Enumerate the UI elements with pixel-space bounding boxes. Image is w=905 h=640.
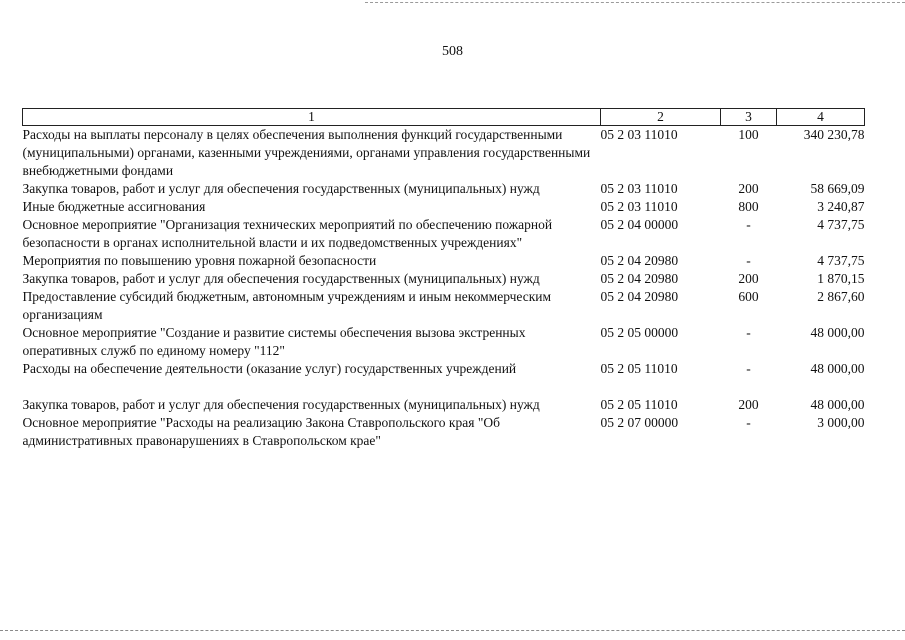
- bottom-scan-rule: [0, 630, 905, 631]
- row-name: Мероприятия по повышению уровня пожарной безопасности: [22, 253, 377, 268]
- table-row: [23, 252, 865, 270]
- row-name: Основное мероприятие "Создание и развитие системы обеспечения вызова экстренных оперативных служб по единому номеру "112": [22, 325, 526, 358]
- row-name: Закупка товаров, работ и услуг для обеспечения государственных (муниципальных) нужд: [22, 397, 540, 412]
- table-row: [23, 126, 865, 181]
- page-number: 508: [442, 44, 463, 59]
- table-row: [23, 216, 865, 252]
- row-amount: 48 000,00: [810, 397, 865, 412]
- row-expense-type: 800: [738, 199, 759, 214]
- row-name: Закупка товаров, работ и услуг для обеспечения государственных (муниципальных) нужд: [22, 271, 540, 286]
- row-expense-type: -: [746, 217, 751, 232]
- row-amount: 58 669,09: [810, 181, 865, 196]
- row-code: 05 2 03 11010: [600, 199, 678, 214]
- table-row: [23, 288, 865, 324]
- table-row: [23, 180, 865, 198]
- row-name: Основное мероприятие "Расходы на реализацию Закона Ставропольского края "Об административных правонарушениях в Ставропольском крае": [22, 415, 500, 448]
- row-code: 05 2 05 11010: [600, 361, 678, 376]
- row-code: 05 2 04 00000: [600, 217, 679, 232]
- row-expense-type: 600: [738, 289, 759, 304]
- row-code: 05 2 03 11010: [600, 181, 678, 196]
- row-name: Расходы на выплаты персоналу в целях обеспечения выполнения функций государственными (муниципальными) органами, казенными учреждениями, органами управления государственными внебюджетными фондами: [22, 127, 591, 178]
- table-row: [23, 198, 865, 216]
- row-expense-type: -: [746, 361, 751, 376]
- row-amount: 4 737,75: [817, 253, 865, 268]
- row-code: 05 2 04 20980: [600, 271, 679, 286]
- row-amount: 48 000,00: [810, 325, 865, 340]
- table-row: [23, 270, 865, 288]
- row-name: Расходы на обеспечение деятельности (оказание услуг) государственных учреждений: [22, 361, 517, 376]
- row-code: 05 2 05 00000: [600, 325, 679, 340]
- row-amount: 3 240,87: [817, 199, 865, 214]
- row-name: Иные бюджетные ассигнования: [22, 199, 206, 214]
- row-amount: 2 867,60: [817, 289, 865, 304]
- row-code: 05 2 03 11010: [600, 127, 678, 142]
- table-row: [23, 360, 865, 396]
- row-expense-type: 200: [738, 271, 759, 286]
- row-expense-type: 100: [738, 127, 759, 142]
- row-amount: 340 230,78: [803, 127, 865, 142]
- row-code: 05 2 04 20980: [600, 253, 679, 268]
- row-amount: 4 737,75: [817, 217, 865, 232]
- row-amount: 3 000,00: [817, 415, 865, 430]
- row-expense-type: -: [746, 325, 751, 340]
- row-name: Основное мероприятие "Организация технических мероприятий по обеспечению пожарной безопасности в органах исполнительной власти и их подведомственных учреждениях": [22, 217, 553, 250]
- row-code: 05 2 05 11010: [600, 397, 678, 412]
- column-header-2: 2: [601, 109, 721, 126]
- row-expense-type: 200: [738, 181, 759, 196]
- row-expense-type: -: [746, 415, 751, 430]
- top-scan-rule: [365, 2, 905, 3]
- column-header-1: 1: [23, 109, 601, 126]
- table-row: [23, 396, 865, 414]
- row-amount: 48 000,00: [810, 361, 865, 376]
- row-name: Закупка товаров, работ и услуг для обеспечения государственных (муниципальных) нужд: [22, 181, 540, 196]
- row-amount: 1 870,15: [817, 271, 865, 286]
- table-row: [23, 324, 865, 360]
- row-code: 05 2 07 00000: [600, 415, 679, 430]
- column-header-3: 3: [721, 109, 777, 126]
- row-expense-type: 200: [738, 397, 759, 412]
- budget-table: [22, 108, 865, 450]
- row-code: 05 2 04 20980: [600, 289, 679, 304]
- row-name: Предоставление субсидий бюджетным, автономным учреждениям и иным некоммерческим организациям: [22, 289, 552, 322]
- row-expense-type: -: [746, 253, 751, 268]
- table-row: [23, 414, 865, 450]
- column-header-4: 4: [777, 109, 865, 126]
- header-row: [23, 109, 865, 126]
